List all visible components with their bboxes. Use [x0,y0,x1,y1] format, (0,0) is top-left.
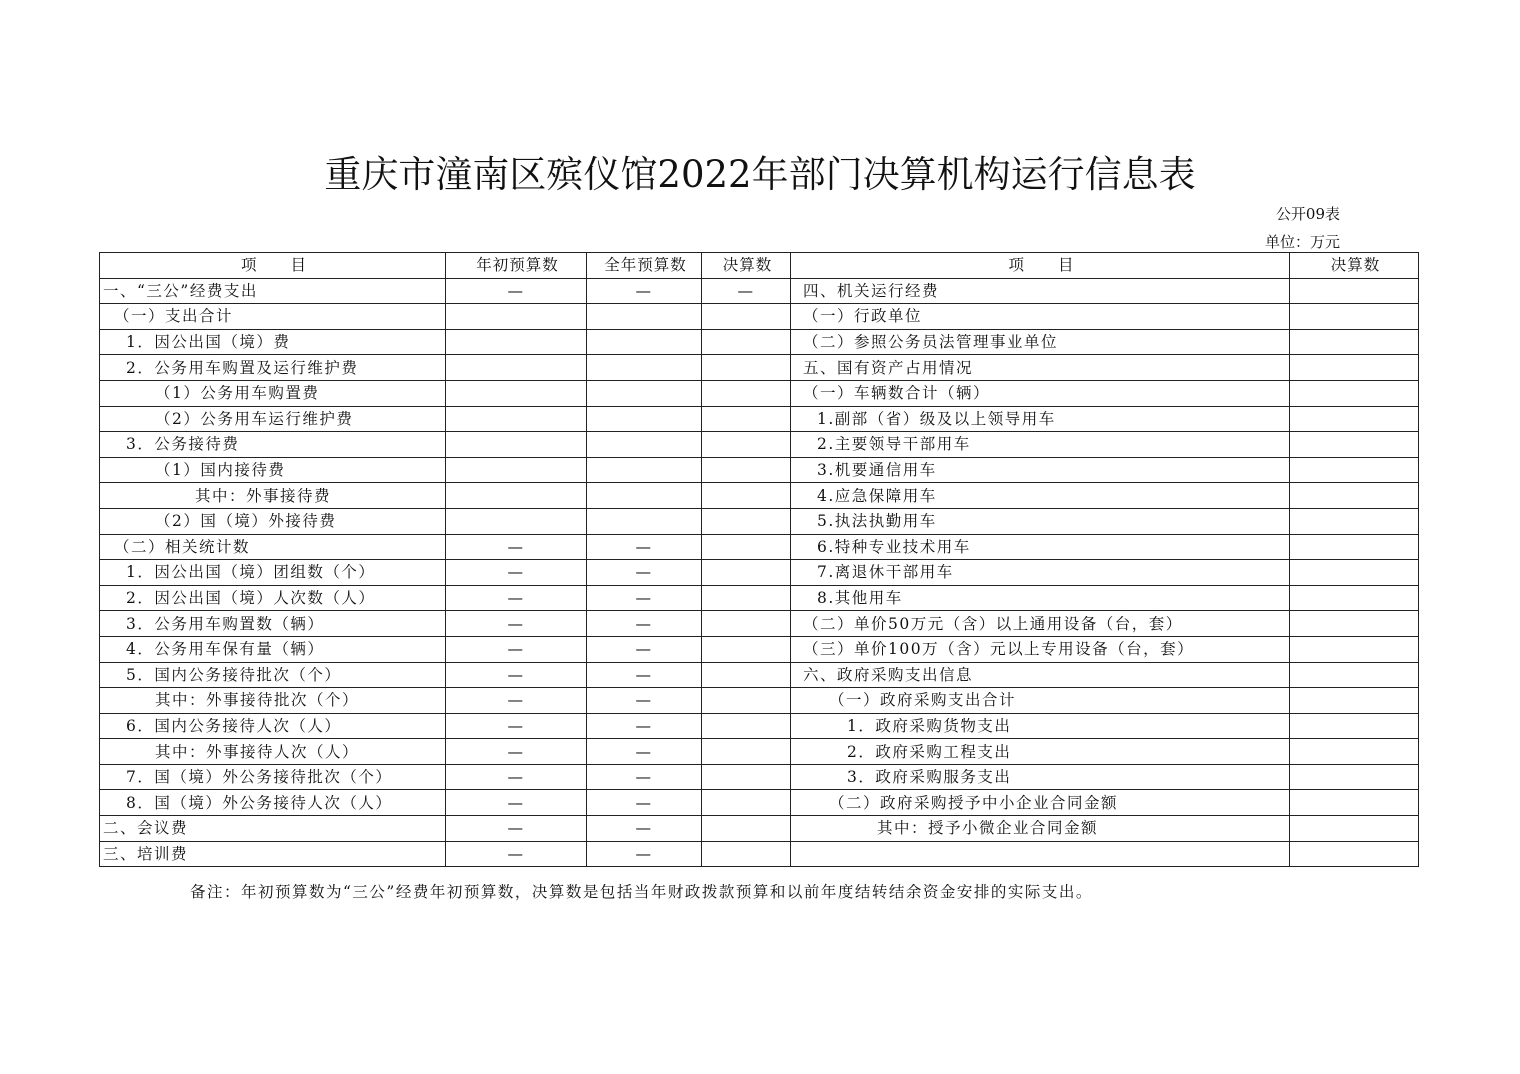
row-budget-initial [446,508,587,534]
row-left-item: （2）国（境）外接待费 [100,508,446,534]
row-final-right [1290,636,1419,662]
row-final-right [1290,739,1419,765]
table-row [100,483,1419,509]
row-budget-initial: — [446,560,587,586]
row-right-item: 其中：授予小微企业合同金额 [791,816,1290,842]
row-final-left [702,611,791,637]
row-final-right [1290,432,1419,458]
row-final-right [1290,355,1419,381]
row-budget-initial [446,380,587,406]
row-final-right [1290,329,1419,355]
row-final-left [702,790,791,816]
table-row [100,764,1419,790]
row-budget-full: — [587,585,702,611]
header-budget-initial: 年初预算数 [446,253,587,279]
row-budget-initial: — [446,585,587,611]
table-row [100,662,1419,688]
row-final-left [702,560,791,586]
header-final-right: 决算数 [1290,253,1419,279]
table-row [100,534,1419,560]
row-budget-initial: — [446,790,587,816]
table-row [100,406,1419,432]
row-budget-initial: — [446,688,587,714]
footnote: 备注：年初预算数为“三公”经费年初预算数，决算数是包括当年财政拨款预算和以前年度结转结余资金安排的实际支出。 [190,883,1093,901]
row-final-left [702,764,791,790]
table-row [100,457,1419,483]
row-right-item: 7.离退休干部用车 [791,560,1290,586]
table-row [100,841,1419,867]
row-budget-full: — [587,662,702,688]
table-code: 公开09表 [1275,205,1340,223]
row-right-item: （三）单价100万（含）元以上专用设备（台，套） [791,636,1290,662]
row-right-item: 六、政府采购支出信息 [791,662,1290,688]
row-right-item: 8.其他用车 [791,585,1290,611]
row-budget-initial [446,406,587,432]
row-final-right [1290,713,1419,739]
row-final-right [1290,816,1419,842]
row-budget-full: — [587,534,702,560]
row-budget-full [587,406,702,432]
row-budget-full [587,355,702,381]
row-right-item: 1.副部（省）级及以上领导用车 [791,406,1290,432]
row-right-item: 2．政府采购工程支出 [791,739,1290,765]
row-budget-full: — [587,790,702,816]
row-left-item: 3．公务用车购置数（辆） [100,611,446,637]
table-row [100,713,1419,739]
row-budget-initial: — [446,764,587,790]
row-budget-initial [446,457,587,483]
table-row [100,739,1419,765]
row-left-item: 1．因公出国（境）团组数（个） [100,560,446,586]
row-final-left [702,355,791,381]
row-final-left [702,406,791,432]
row-final-left [702,739,791,765]
row-right-item: 2.主要领导干部用车 [791,432,1290,458]
row-left-item: 7．国（境）外公务接待批次（个） [100,764,446,790]
row-budget-full [587,508,702,534]
row-final-right [1290,483,1419,509]
row-right-item: 5.执法执勤用车 [791,508,1290,534]
row-left-item: 4．公务用车保有量（辆） [100,636,446,662]
row-right-item: （一）政府采购支出合计 [791,688,1290,714]
row-budget-full [587,432,702,458]
row-final-right [1290,688,1419,714]
row-left-item: （1）公务用车购置费 [100,380,446,406]
row-final-left [702,457,791,483]
row-final-left [702,534,791,560]
row-final-left [702,841,791,867]
row-final-left [702,662,791,688]
table-row [100,688,1419,714]
table-row [100,585,1419,611]
row-left-item: 一、“三公”经费支出 [100,278,446,304]
row-final-right [1290,304,1419,330]
row-final-left [702,585,791,611]
table-row [100,816,1419,842]
row-right-item: （二）政府采购授予中小企业合同金额 [791,790,1290,816]
row-budget-initial: — [446,534,587,560]
row-budget-initial [446,304,587,330]
row-final-left [702,329,791,355]
row-left-item: 1．因公出国（境）费 [100,329,446,355]
table-row [100,611,1419,637]
table-row [100,329,1419,355]
unit-label: 单位：万元 [1264,233,1340,251]
row-final-right [1290,764,1419,790]
row-budget-full: — [587,841,702,867]
row-right-item [791,841,1290,867]
row-budget-full: — [587,278,702,304]
row-budget-full: — [587,560,702,586]
header-final-left: 决算数 [702,253,791,279]
row-budget-full [587,457,702,483]
row-final-right [1290,457,1419,483]
row-left-item: 2．公务用车购置及运行维护费 [100,355,446,381]
row-left-item: 3．公务接待费 [100,432,446,458]
row-budget-initial: — [446,662,587,688]
row-right-item: 1．政府采购货物支出 [791,713,1290,739]
table-row [100,636,1419,662]
row-final-right [1290,380,1419,406]
row-final-right [1290,585,1419,611]
row-budget-full: — [587,611,702,637]
info-table [99,252,1419,867]
row-left-item: 其中：外事接待批次（个） [100,688,446,714]
row-budget-initial [446,432,587,458]
row-budget-initial [446,483,587,509]
row-budget-initial: — [446,739,587,765]
row-final-right [1290,841,1419,867]
row-final-left [702,508,791,534]
row-budget-full: — [587,688,702,714]
row-final-right [1290,611,1419,637]
row-left-item: （2）公务用车运行维护费 [100,406,446,432]
row-budget-initial: — [446,841,587,867]
row-left-item: 8．国（境）外公务接待人次（人） [100,790,446,816]
row-budget-full [587,329,702,355]
row-left-item: 其中：外事接待人次（人） [100,739,446,765]
row-budget-initial: — [446,636,587,662]
table-row [100,560,1419,586]
row-final-left [702,304,791,330]
row-budget-full: — [587,764,702,790]
page-title: 重庆市潼南区殡仪馆2022年部门决算机构运行信息表 [324,153,1196,196]
row-left-item: （一）支出合计 [100,304,446,330]
row-right-item: （二）参照公务员法管理事业单位 [791,329,1290,355]
row-final-left [702,483,791,509]
row-budget-initial: — [446,611,587,637]
row-final-left [702,713,791,739]
row-right-item: （一）行政单位 [791,304,1290,330]
row-final-right [1290,790,1419,816]
row-final-left [702,636,791,662]
header-row [100,253,1419,279]
row-budget-full: — [587,636,702,662]
row-left-item: 二、会议费 [100,816,446,842]
row-final-left [702,432,791,458]
table-row [100,355,1419,381]
row-budget-initial [446,329,587,355]
row-final-right [1290,406,1419,432]
row-right-item: （二）单价50万元（含）以上通用设备（台，套） [791,611,1290,637]
header-budget-full: 全年预算数 [587,253,702,279]
row-final-right [1290,508,1419,534]
row-left-item: 5．国内公务接待批次（个） [100,662,446,688]
row-left-item: 2．因公出国（境）人次数（人） [100,585,446,611]
header-right-item: 项 目 [791,253,1290,279]
row-right-item: （一）车辆数合计（辆） [791,380,1290,406]
row-left-item: （二）相关统计数 [100,534,446,560]
row-final-left [702,816,791,842]
row-left-item: （1）国内接待费 [100,457,446,483]
row-left-item: 6．国内公务接待人次（人） [100,713,446,739]
row-final-left: — [702,278,791,304]
table-row [100,432,1419,458]
row-final-right [1290,534,1419,560]
row-final-right [1290,278,1419,304]
row-final-right [1290,662,1419,688]
row-final-left [702,380,791,406]
row-budget-full: — [587,713,702,739]
row-budget-full [587,304,702,330]
table-row [100,790,1419,816]
row-right-item: 四、机关运行经费 [791,278,1290,304]
row-budget-full: — [587,816,702,842]
row-budget-full [587,483,702,509]
row-right-item: 3．政府采购服务支出 [791,764,1290,790]
row-left-item: 三、培训费 [100,841,446,867]
row-right-item: 4.应急保障用车 [791,483,1290,509]
row-left-item: 其中：外事接待费 [100,483,446,509]
row-right-item: 3.机要通信用车 [791,457,1290,483]
header-left-item: 项 目 [100,253,446,279]
row-budget-initial: — [446,713,587,739]
table-row [100,278,1419,304]
row-right-item: 6.特种专业技术用车 [791,534,1290,560]
row-final-right [1290,560,1419,586]
row-final-left [702,688,791,714]
row-budget-initial: — [446,278,587,304]
row-budget-initial [446,355,587,381]
row-right-item: 五、国有资产占用情况 [791,355,1290,381]
table-row [100,304,1419,330]
table-row [100,380,1419,406]
row-budget-full: — [587,739,702,765]
row-budget-full [587,380,702,406]
row-budget-initial: — [446,816,587,842]
table-row [100,508,1419,534]
